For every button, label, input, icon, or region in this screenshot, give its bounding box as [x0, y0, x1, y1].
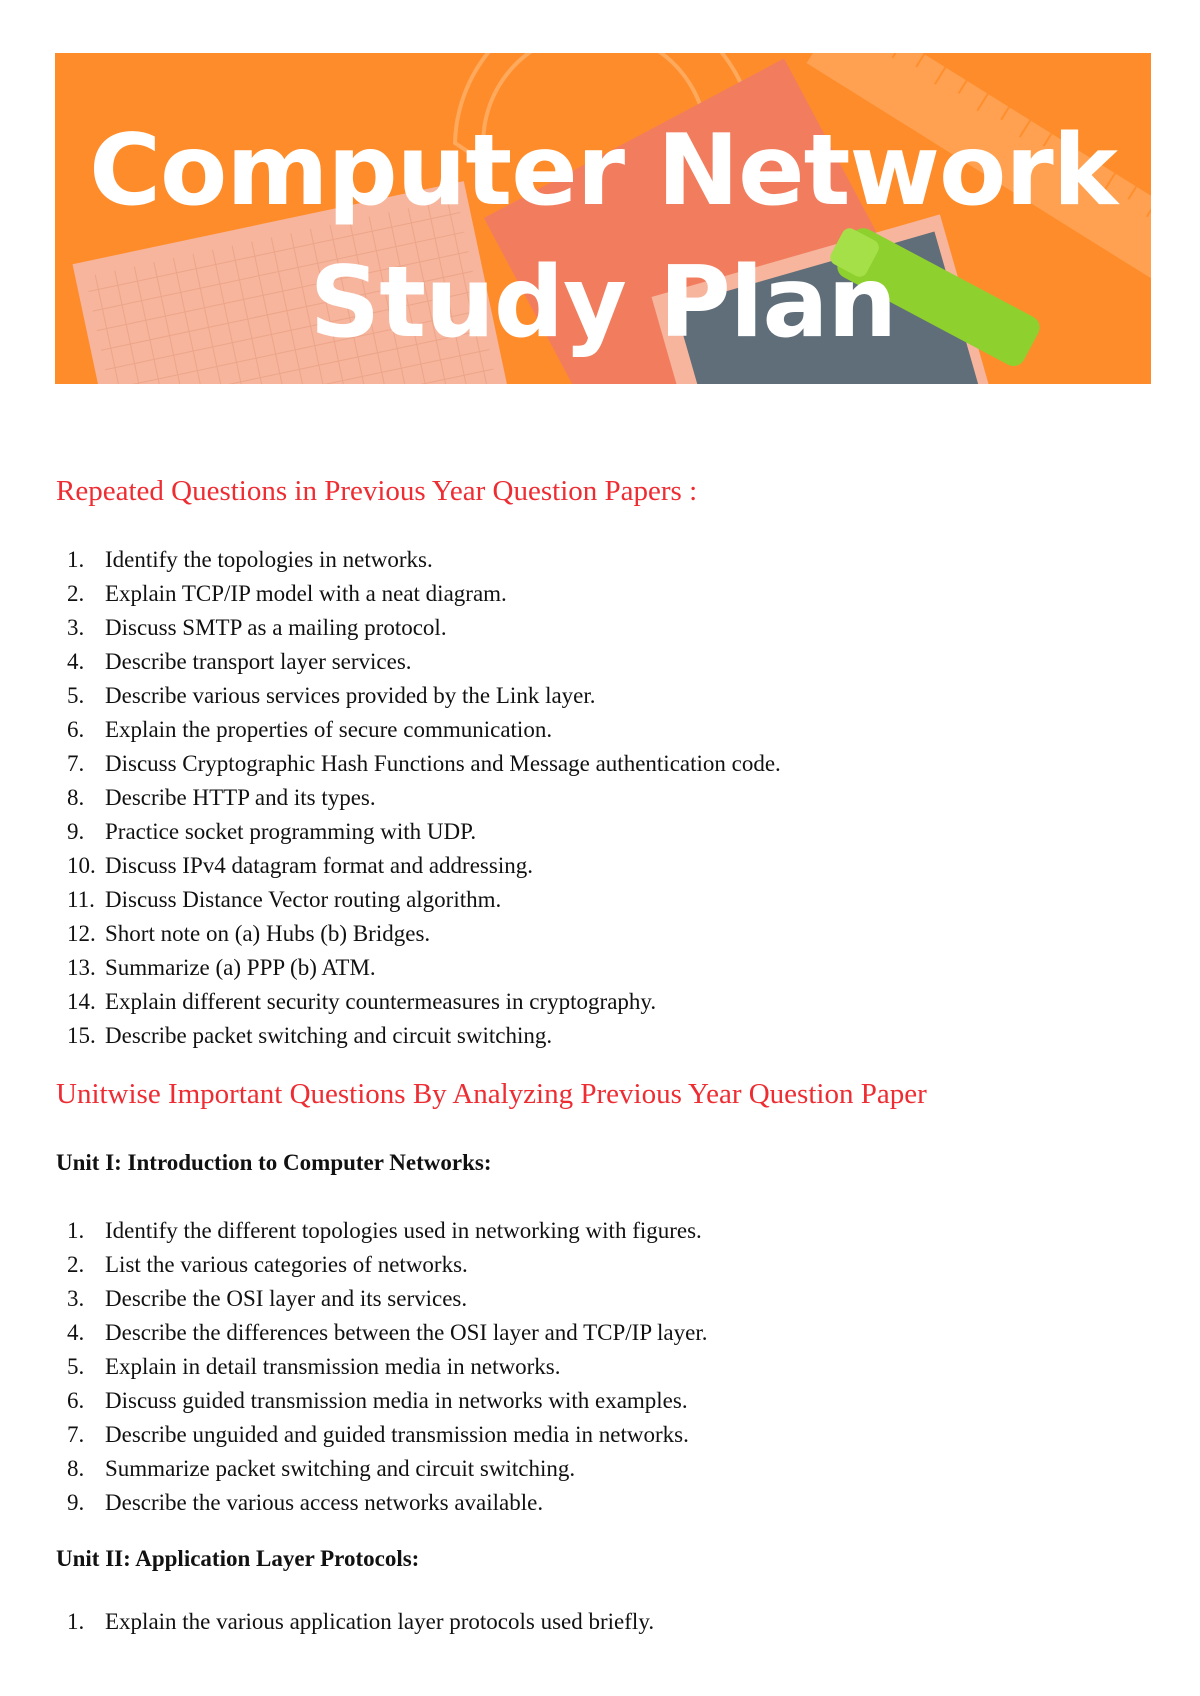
item-number: 4. [67, 649, 85, 674]
item-number: 1. [67, 547, 85, 572]
repeated-questions-heading: Repeated Questions in Previous Year Question Papers : [56, 475, 698, 507]
banner-title-line-1: Computer Network [89, 114, 1117, 228]
item-text: Describe transport layer services. [105, 649, 412, 674]
unit-2-heading: Unit II: Application Layer Protocols: [56, 1546, 420, 1571]
item-text: Explain in detail transmission media in networks. [105, 1354, 561, 1379]
list-item [56, 781, 1156, 815]
unitwise-questions-heading: Unitwise Important Questions By Analyzing Previous Year Question Paper [56, 1078, 927, 1110]
list-item [56, 883, 1156, 917]
item-text: Explain the various application layer protocols used briefly. [105, 1609, 655, 1634]
list-item [56, 1214, 1156, 1248]
list-item [56, 611, 1156, 645]
item-number: 9. [67, 819, 85, 844]
list-item [56, 815, 1156, 849]
item-text: Describe packet switching and circuit switching. [105, 1023, 553, 1048]
item-text: Discuss IPv4 datagram format and addressing. [105, 853, 533, 878]
item-text: Discuss SMTP as a mailing protocol. [105, 615, 447, 640]
item-number: 3. [67, 1286, 85, 1311]
item-text: Identify the different topologies used in networking with figures. [105, 1218, 702, 1243]
item-number: 5. [67, 683, 85, 708]
banner-title-line-2: Study Plan [309, 246, 897, 360]
list-item [56, 1248, 1156, 1282]
item-text: Discuss Cryptographic Hash Functions and Message authentication code. [105, 751, 781, 776]
item-text: Identify the topologies in networks. [105, 547, 433, 572]
list-item [56, 1605, 1156, 1639]
item-number: 6. [67, 717, 85, 742]
item-text: Describe various services provided by the Link layer. [105, 683, 596, 708]
item-number: 14. [67, 989, 96, 1014]
item-text: Discuss Distance Vector routing algorithm. [105, 887, 502, 912]
list-item [56, 1486, 1156, 1520]
item-text: Describe unguided and guided transmission media in networks. [105, 1422, 689, 1447]
list-item [56, 543, 1156, 577]
item-number: 4. [67, 1320, 85, 1345]
item-number: 8. [67, 1456, 85, 1481]
list-item [56, 747, 1156, 781]
list-item [56, 1316, 1156, 1350]
list-item [56, 985, 1156, 1019]
unit-1-questions-list [56, 1214, 1156, 1520]
item-number: 3. [67, 615, 85, 640]
item-number: 6. [67, 1388, 85, 1413]
item-text: Explain different security countermeasures in cryptography. [105, 989, 657, 1014]
item-number: 1. [67, 1609, 85, 1634]
list-item [56, 679, 1156, 713]
item-number: 7. [67, 1422, 85, 1447]
item-text: Summarize packet switching and circuit switching. [105, 1456, 576, 1481]
item-text: Explain TCP/IP model with a neat diagram. [105, 581, 507, 606]
item-number: 2. [67, 581, 85, 606]
header-banner [55, 53, 1151, 384]
item-text: Describe the various access networks available. [105, 1490, 544, 1515]
banner-title [55, 105, 1151, 369]
unit-2-questions-list [56, 1605, 1156, 1639]
list-item [56, 1282, 1156, 1316]
item-number: 15. [67, 1023, 96, 1048]
item-number: 13. [67, 955, 96, 980]
list-item [56, 951, 1156, 985]
item-number: 7. [67, 751, 85, 776]
item-text: Describe the OSI layer and its services. [105, 1286, 468, 1311]
item-text: Practice socket programming with UDP. [105, 819, 477, 844]
list-item [56, 917, 1156, 951]
item-text: Summarize (a) PPP (b) ATM. [105, 955, 376, 980]
list-item [56, 577, 1156, 611]
repeated-questions-list [56, 543, 1156, 1053]
item-number: 9. [67, 1490, 85, 1515]
item-number: 5. [67, 1354, 85, 1379]
list-item [56, 1350, 1156, 1384]
item-number: 1. [67, 1218, 85, 1243]
list-item [56, 849, 1156, 883]
item-number: 11. [67, 887, 95, 912]
item-text: Discuss guided transmission media in networks with examples. [105, 1388, 688, 1413]
list-item [56, 1019, 1156, 1053]
list-item [56, 1384, 1156, 1418]
list-item [56, 645, 1156, 679]
item-text: Describe the differences between the OSI layer and TCP/IP layer. [105, 1320, 708, 1345]
item-number: 10. [67, 853, 96, 878]
item-number: 12. [67, 921, 96, 946]
unit-1-heading: Unit I: Introduction to Computer Networks: [56, 1150, 492, 1175]
list-item [56, 1452, 1156, 1486]
item-number: 2. [67, 1252, 85, 1277]
item-text: Describe HTTP and its types. [105, 785, 376, 810]
item-text: Short note on (a) Hubs (b) Bridges. [105, 921, 431, 946]
item-number: 8. [67, 785, 85, 810]
item-text: Explain the properties of secure communication. [105, 717, 553, 742]
list-item [56, 713, 1156, 747]
list-item [56, 1418, 1156, 1452]
item-text: List the various categories of networks. [105, 1252, 468, 1277]
